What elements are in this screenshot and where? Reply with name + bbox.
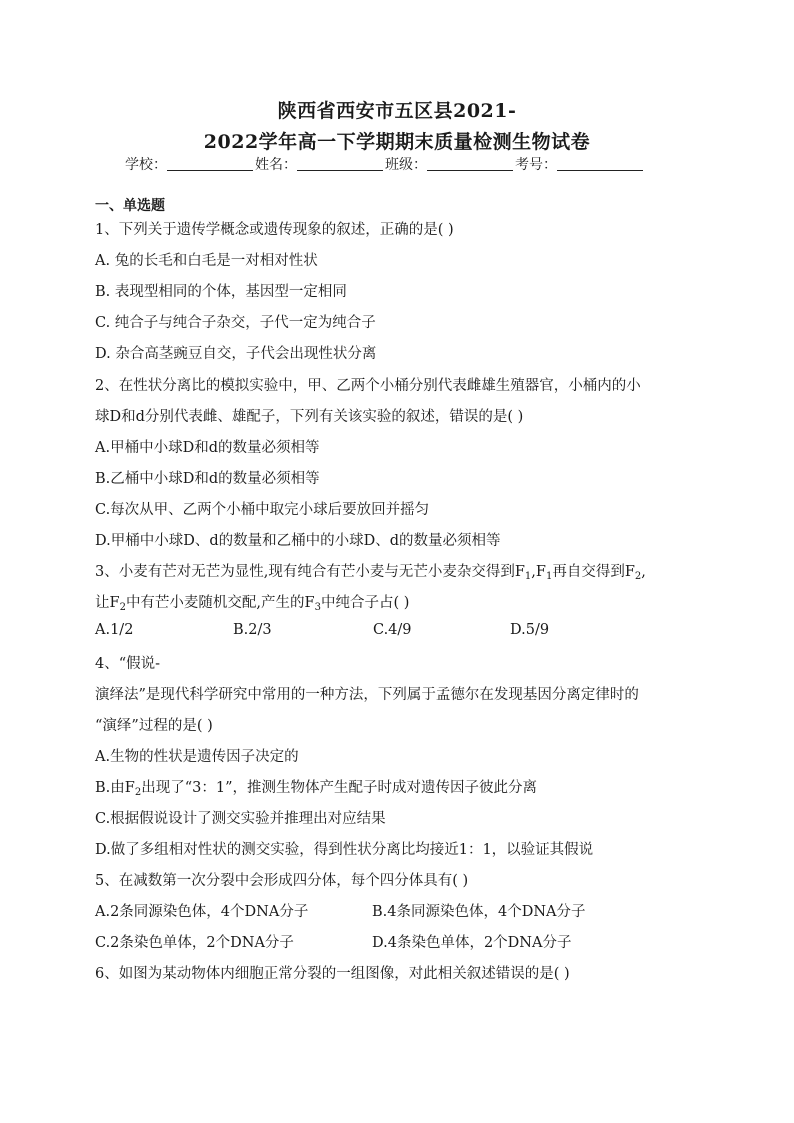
- q2-option-c: C.每次从甲、乙两个小桶中取完小球后要放回并摇匀: [95, 502, 430, 518]
- q4-stem-line-1: 4、“假说-: [95, 656, 161, 672]
- q3-subscript: 2: [119, 602, 126, 613]
- exam-title-line-1: 陕西省西安市五区县2021-: [277, 100, 517, 122]
- q5-stem: 5、在减数第一次分裂中会形成四分体，每个四分体具有( ): [95, 873, 469, 889]
- school-label: 学校：: [125, 157, 167, 173]
- q3-text: 中纯合子占( ): [320, 595, 410, 611]
- q1-option-d: D. 杂合高茎豌豆自交，子代会出现性状分离: [95, 346, 377, 362]
- q4-stem-line-3: “演绎”过程的是( ): [95, 718, 213, 734]
- q3-text: 再自交得到F: [552, 564, 635, 580]
- q2-option-d: D.甲桶中小球D、d的数量和乙桶中的小球D、d的数量必须相等: [95, 533, 501, 549]
- class-label: 班级：: [385, 157, 427, 173]
- q4-option-c: C.根据假说设计了测交实验并推理出对应结果: [95, 811, 386, 827]
- student-info-line: [125, 154, 645, 174]
- q4-option-d: D.做了多组相对性状的测交实验，得到性状分离比均接近1：1，以验证其假说: [95, 842, 594, 858]
- q5-option-b: B.4条同源染色体，4个DNA分子: [372, 904, 586, 920]
- q3-text: 3、小麦有芒对无芒为显性,现有纯合有芒小麦与无芒小麦杂交得到F: [95, 564, 525, 580]
- number-label: 考号：: [515, 157, 557, 173]
- q3-option-a: A.1/2: [95, 622, 134, 638]
- q1-stem: 1、下列关于遗传学概念或遗传现象的叙述，正确的是( ): [95, 222, 454, 238]
- class-blank[interactable]: [427, 156, 513, 171]
- section-heading: 一、单选题: [95, 198, 165, 214]
- q4-stem-line-2: 演绎法”是现代科学研究中常用的一种方法，下列属于孟德尔在发现基因分离定律时的: [95, 687, 639, 703]
- q3-text: 让F: [95, 595, 120, 611]
- q3-subscript: 2: [634, 571, 642, 582]
- q2-option-a: A.甲桶中小球D和d的数量必须相等: [95, 440, 320, 456]
- q4-option-a: A.生物的性状是遗传因子决定的: [95, 749, 299, 765]
- q3-subscript: 3: [314, 602, 321, 613]
- q3-option-d: D.5/9: [510, 622, 550, 638]
- q3-subscript: 1: [545, 571, 553, 582]
- q4-option-b-text: 出现了“3：1”，推测生物体产生配子时成对遗传因子彼此分离: [141, 780, 537, 796]
- q4-option-b-subscript: 2: [134, 787, 142, 798]
- q2-stem-line-2: 球D和d分别代表雌、雄配子，下列有关该实验的叙述，错误的是( ): [95, 409, 524, 425]
- school-blank[interactable]: [167, 156, 253, 171]
- q3-option-b: B.2/3: [233, 622, 272, 638]
- q3-stem-line-1: [95, 560, 646, 582]
- q1-option-b: B. 表现型相同的个体，基因型一定相同: [95, 284, 347, 300]
- q5-option-c: C.2条染色单体，2个DNA分子: [95, 935, 294, 951]
- q1-option-a: A. 兔的长毛和白毛是一对相对性状: [95, 253, 318, 269]
- q1-option-c: C. 纯合子与纯合子杂交，子代一定为纯合子: [95, 315, 376, 331]
- name-blank[interactable]: [297, 156, 383, 171]
- q5-option-a: A.2条同源染色体，4个DNA分子: [95, 904, 309, 920]
- q3-text: ,F: [531, 564, 546, 580]
- number-blank[interactable]: [557, 156, 643, 171]
- name-label: 姓名：: [255, 157, 297, 173]
- q3-option-c: C.4/9: [373, 622, 412, 638]
- q3-stem-line-2: [95, 591, 409, 613]
- exam-title-line-2: 2022学年高一下学期期末质量检测生物试卷: [203, 131, 591, 153]
- q3-text: 中有芒小麦随机交配,产生的F: [125, 595, 315, 611]
- q6-stem: 6、如图为某动物体内细胞正常分裂的一组图像，对此相关叙述错误的是( ): [95, 966, 570, 982]
- q4-option-b: [95, 776, 537, 798]
- q4-option-b-text: B.由F: [95, 780, 135, 796]
- q2-stem-line-1: 2、在性状分离比的模拟实验中，甲、乙两个小桶分别代表雌雄生殖器官，小桶内的小: [95, 378, 641, 394]
- q3-text: ,: [641, 564, 646, 580]
- q5-option-d: D.4条染色单体，2个DNA分子: [372, 935, 572, 951]
- q2-option-b: B.乙桶中小球D和d的数量必须相等: [95, 471, 320, 487]
- q3-subscript: 1: [524, 571, 532, 582]
